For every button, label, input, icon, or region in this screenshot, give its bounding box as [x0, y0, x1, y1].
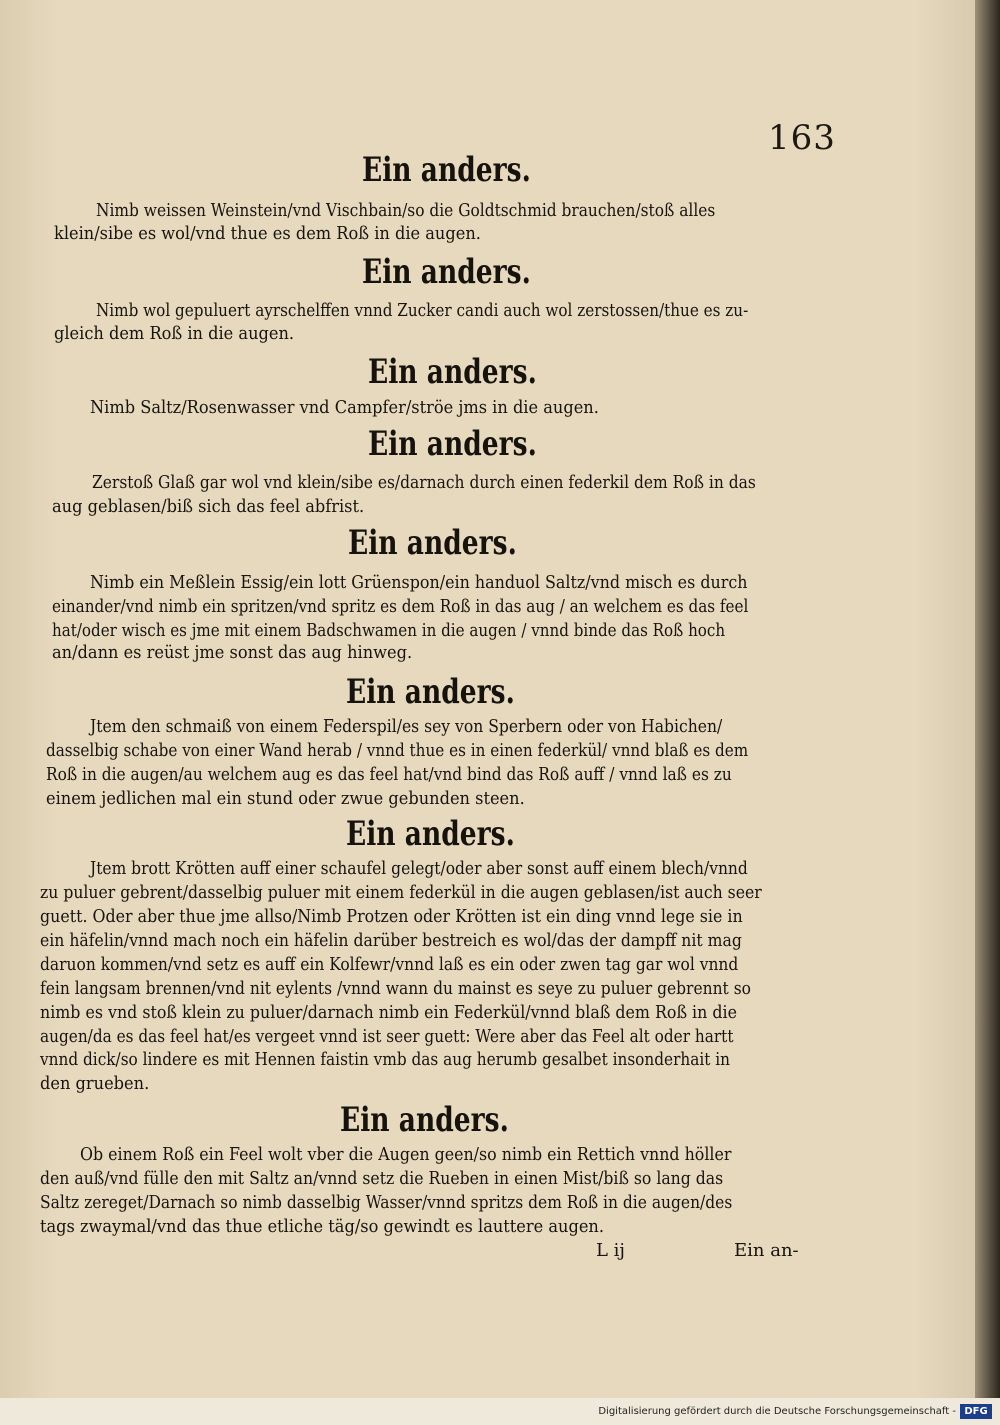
section-heading: Ein anders. [362, 150, 531, 190]
text-line: einander/vnd nimb ein spritzen/vnd spritz es dem Roß in das aug / an welchem es das feel [52, 596, 749, 617]
text-line: gleich dem Roß in die augen. [54, 323, 295, 344]
text-line: zu puluer gebrent/dasselbig puluer mit einem federkül in die augen geblasen/ist auch seer [40, 882, 762, 903]
text-line: den grueben. [40, 1073, 150, 1094]
text-line: Nimb weissen Weinstein/vnd Vischbain/so die Goldtschmid brauchen/stoß alles [96, 200, 716, 221]
text-line: Nimb Saltz/Rosenwasser vnd Campfer/ströe jms in die augen. [90, 397, 599, 418]
section-heading: Ein anders. [362, 252, 531, 292]
section-heading: Ein anders. [340, 1100, 509, 1140]
section-heading: Ein anders. [368, 424, 537, 464]
dfg-logo: DFG [960, 1404, 992, 1419]
text-line: klein/sibe es wol/vnd thue es dem Roß in die augen. [54, 223, 481, 244]
text-line: Nimb ein Meßlein Essig/ein lott Grüenspon/ein handuol Saltz/vnd misch es durch [90, 572, 748, 593]
text-line: augen/da es das feel hat/es vergeet vnnd ist seer guett: Were aber das Feel alt oder hartt [40, 1026, 734, 1047]
section-heading: Ein anders. [368, 352, 537, 392]
text-line: vnnd dick/so lindere es mit Hennen faistin vmb das aug herumb gesalbet insonderhait in [40, 1049, 731, 1070]
text-line: dasselbig schabe von einer Wand herab / vnnd thue es in einen federkül/ vnnd blaß es dem [46, 740, 749, 761]
text-line: Jtem brott Krötten auff einer schaufel gelegt/oder aber sonst auff einem blech/vnnd [90, 858, 748, 879]
text-line: guett. Oder aber thue jme allso/Nimb Protzen oder Krötten ist ein ding vnnd lege sie in [40, 906, 743, 927]
text-line: hat/oder wisch es jme mit einem Badschwamen in die augen / vnnd binde das Roß hoch [52, 620, 726, 641]
text-line: Saltz zereget/Darnach so nimb dasselbig Wasser/vnnd spritzs dem Roß in die augen/des [40, 1192, 733, 1213]
section-heading: Ein anders. [346, 672, 515, 712]
page-number: 163 [768, 118, 836, 158]
text-line: daruon kommen/vnd setz es auff ein Kolfewr/vnnd laß es ein oder zwen tag gar wol vnnd [40, 954, 739, 975]
text-line: einem jedlichen mal ein stund oder zwue gebunden steen. [46, 788, 525, 809]
digitization-credit: Digitalisierung gefördert durch die Deutsche Forschungsgemeinschaft - [598, 1406, 956, 1417]
text-line: nimb es vnd stoß klein zu puluer/darnach nimb ein Federkül/vnnd blaß dem Roß in die [40, 1002, 737, 1023]
text-line: ein häfelin/vnnd mach noch ein häfelin darüber bestreich es wol/das der dampff nit mag [40, 930, 742, 951]
section-heading: Ein anders. [346, 814, 515, 854]
page-edge-shadow [975, 0, 1000, 1425]
text-line: fein langsam brennen/vnd nit eylents /vnnd wann du mainst es seye zu puluer gebrennt so [40, 978, 751, 999]
text-line: Roß in die augen/au welchem aug es das feel hat/vnd bind das Roß auff / vnnd laß es zu [46, 764, 732, 785]
text-line: aug geblasen/biß sich das feel abfrist. [52, 496, 365, 517]
text-line: den auß/vnd fülle den mit Saltz an/vnnd setz die Rueben in einen Mist/biß so lang das [40, 1168, 724, 1189]
text-line: Nimb wol gepuluert ayrschelffen vnnd Zucker candi auch wol zerstossen/thue es zu- [96, 300, 749, 321]
text-line: an/dann es reüst jme sonst das aug hinweg. [52, 642, 413, 663]
text-line: Ob einem Roß ein Feel wolt vber die Augen geen/so nimb ein Rettich vnnd höller [80, 1144, 732, 1165]
text-line: Jtem den schmaiß von einem Federspil/es sey von Sperbern oder von Habichen/ [90, 716, 723, 737]
section-heading: Ein anders. [348, 523, 517, 563]
text-line: tags zwaymal/vnd das thue etliche täg/so gewindt es lauttere augen. [40, 1216, 605, 1237]
signature-mark: L ij [596, 1240, 626, 1261]
catchword: Ein an- [734, 1240, 799, 1261]
text-line: Zerstoß Glaß gar wol vnd klein/sibe es/darnach durch einen federkil dem Roß in das [92, 472, 756, 493]
